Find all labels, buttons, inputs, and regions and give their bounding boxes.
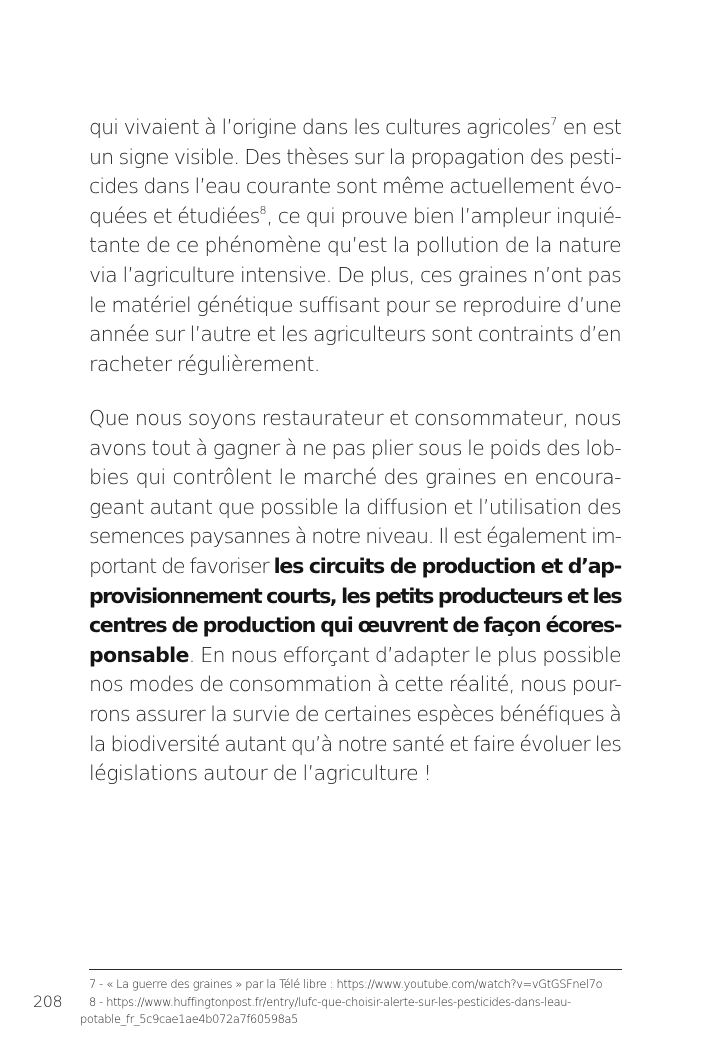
page-number: 208: [33, 992, 63, 1011]
text-line: le matériel génétique suffisant pour se reproduire d’une: [89, 292, 621, 317]
footnote-divider: [89, 969, 622, 970]
text-line: tante de ce phénomène qu’est la pollution de la nature: [89, 233, 621, 258]
text-line: portant de favoriser les circuits de production et d’ap-: [89, 553, 621, 578]
text-line: via l’agriculture intensive. De plus, ces graines n’ont pas: [89, 262, 621, 287]
footnote-7: [80, 976, 632, 994]
footnote-8-continuation: [80, 1011, 632, 1029]
text-line: rons assurer la survie de certaines espèces bénéfiques à: [89, 701, 621, 726]
text-line: Que nous soyons restaurateur et consommateur, nous: [89, 406, 621, 430]
text-line: avons tout à gagner à ne pas plier sous le poids des lob-: [89, 435, 621, 460]
text-line: racheter régulièrement.: [89, 351, 320, 376]
footnote-8-text[interactable]: 8 - https://www.huffingtonpost.fr/entry/lufc-que-choisir-alerte-sur-les-pesticides-dans-leau-: [89, 994, 571, 1009]
text-line: semences paysannes à notre niveau. Il est également im-: [89, 524, 621, 549]
emphasis-text: ponsable: [89, 642, 189, 667]
emphasis-text-line: centres de production qui œuvrent de façon écores-: [89, 613, 621, 638]
footnotes: [80, 976, 632, 1029]
text-line: la biodiversité autant qu’à notre santé et faire évoluer les: [89, 731, 621, 756]
text-line: législations autour de l’agriculture !: [89, 761, 432, 786]
text-line: qui vivaient à l’origine dans les cultures agricoles$^7$ en est: [89, 115, 621, 139]
body-paragraph-1: [89, 113, 621, 379]
text-line: quées et étudiées$^8$, ce qui prouve bien l’ampleur inquié-: [89, 203, 621, 228]
text-line: année sur l’autre et les agriculteurs sont contraints d’en: [89, 322, 621, 347]
text-line: bies qui contrôlent le marché des graines en encoura-: [89, 465, 621, 490]
emphasis-text-line: provisionnement courts, les petits producteurs et les: [89, 583, 621, 608]
text-line: un signe visible. Des thèses sur la propagation des pesti-: [89, 144, 621, 169]
footnote-reference-7[interactable]: 7: [550, 115, 558, 129]
text-line: cides dans l’eau courante sont même actuellement évo-: [89, 174, 621, 199]
text-line: nos modes de consommation à cette réalité, nous pour-: [89, 672, 621, 697]
footnote-8-url-end[interactable]: potable_fr_5c9cae1ae4b072a7f60598a5: [80, 1012, 299, 1027]
text-line: geant autant que possible la diffusion et l’utilisation des: [89, 494, 621, 519]
text-line: ponsable. En nous efforçant d’adapter le plus possible: [89, 642, 621, 667]
footnote-8: [80, 994, 632, 1012]
emphasis-text: les circuits de production et d’ap-: [273, 553, 621, 578]
footnote-7-text[interactable]: 7 - « La guerre des graines » par la Télé libre : https://www.youtube.com/watch?v=vGtGSFnel7o: [89, 977, 603, 991]
footnote-reference-8[interactable]: 8: [259, 203, 267, 217]
body-paragraph-2: [89, 404, 621, 789]
